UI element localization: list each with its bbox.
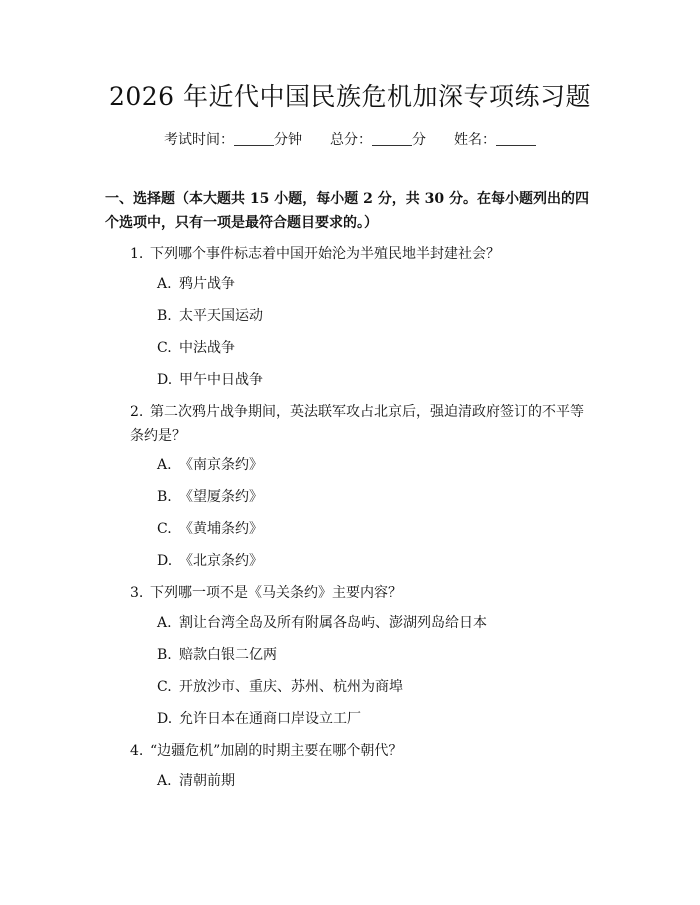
option-text: 赔款白银二亿两 (179, 647, 277, 663)
time-label: 考试时间： (164, 132, 234, 148)
option-text: 《黄埔条约》 (179, 521, 263, 537)
option-letter: C. (157, 679, 172, 695)
option-letter: A. (157, 615, 172, 631)
exam-info-line (0, 130, 700, 150)
question-number: 2. (130, 404, 144, 420)
option-text: 《南京条约》 (179, 457, 263, 473)
question-text: 下列哪个事件标志着中国开始沦为半殖民地半封建社会？ (150, 246, 500, 262)
name-blank (496, 131, 536, 146)
option-letter: B. (157, 308, 172, 324)
time-unit: 分钟 (274, 132, 302, 148)
score-label: 总分： (330, 132, 372, 148)
question-1 (130, 242, 592, 266)
option-text: 清朝前期 (179, 773, 235, 789)
option-2a (157, 455, 587, 475)
option-2d (157, 551, 587, 571)
option-text: 甲午中日战争 (179, 372, 263, 388)
option-2c (157, 519, 587, 539)
option-letter: C. (157, 340, 172, 356)
question-3 (130, 581, 592, 605)
option-text: 《北京条约》 (179, 553, 263, 569)
question-text: 第二次鸦片战争期间，英法联军攻占北京后，强迫清政府签订的不平等条约是？ (130, 404, 584, 444)
option-text: 开放沙市、重庆、苏州、杭州为商埠 (179, 679, 403, 695)
option-1c (157, 338, 587, 358)
option-3c (157, 677, 587, 697)
question-number: 1. (130, 246, 144, 262)
option-1a (157, 274, 587, 294)
option-3a (157, 613, 587, 633)
question-4 (130, 739, 592, 763)
option-letter: A. (157, 276, 172, 292)
option-text: 割让台湾全岛及所有附属各岛屿、澎湖列岛给日本 (179, 615, 487, 631)
option-letter: B. (157, 647, 172, 663)
option-1d (157, 370, 587, 390)
score-unit: 分 (412, 132, 426, 148)
option-4a (157, 771, 587, 791)
question-2 (130, 400, 592, 448)
option-letter: C. (157, 521, 172, 537)
question-number: 4. (130, 743, 144, 759)
name-label: 姓名： (454, 132, 496, 148)
question-text: 下列哪一项不是《马关条约》主要内容？ (150, 585, 402, 601)
question-text: “边疆危机”加剧的时期主要在哪个朝代？ (150, 743, 403, 759)
option-3d (157, 709, 587, 729)
option-letter: A. (157, 457, 172, 473)
option-text: 中法战争 (179, 340, 235, 356)
option-letter: D. (157, 372, 173, 388)
option-text: 太平天国运动 (179, 308, 263, 324)
question-number: 3. (130, 585, 144, 601)
option-letter: A. (157, 773, 172, 789)
option-text: 允许日本在通商口岸设立工厂 (179, 711, 361, 727)
option-3b (157, 645, 587, 665)
option-letter: D. (157, 711, 173, 727)
option-text: 《望厦条约》 (179, 489, 263, 505)
option-text: 鸦片战争 (179, 276, 235, 292)
option-letter: B. (157, 489, 172, 505)
option-letter: D. (157, 553, 173, 569)
score-blank (372, 131, 412, 146)
time-blank (234, 131, 274, 146)
page-title: 2026 年近代中国民族危机加深专项练习题 (108, 82, 592, 111)
option-1b (157, 306, 587, 326)
section-heading: 一、选择题（本大题共 15 小题，每小题 2 分，共 30 分。在每小题列出的四个选项中，只有一项是最符合题目要求的。） (105, 191, 589, 231)
option-2b (157, 487, 587, 507)
